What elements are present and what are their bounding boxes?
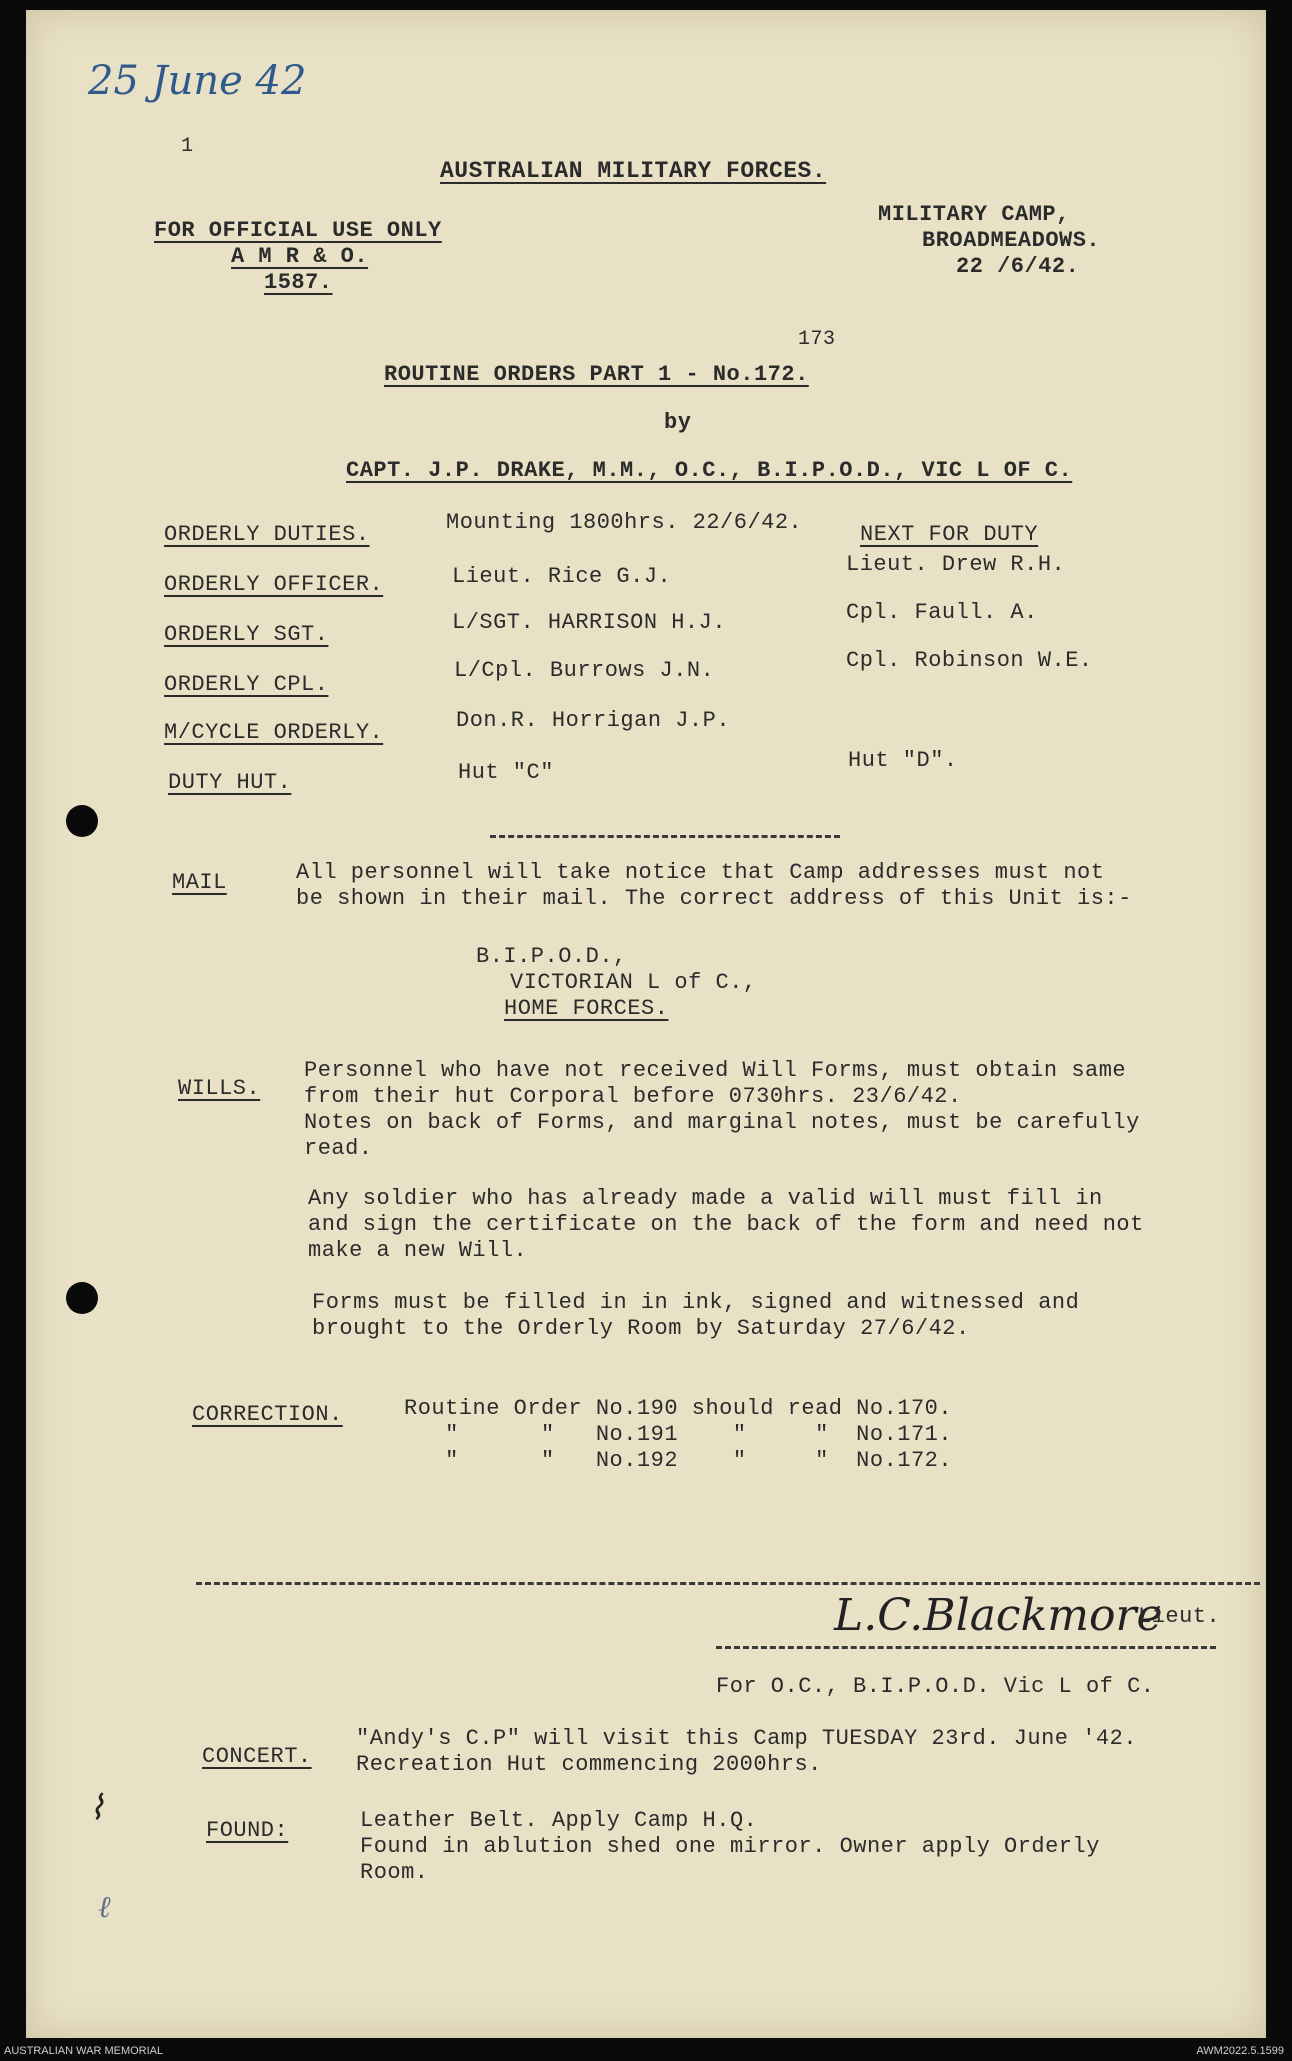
- concert-text: "Andy's C.P" will visit this Camp TUESDAY 23rd. June '42.: [356, 1726, 1138, 1751]
- duty-value: Mounting 1800hrs. 22/6/42.: [446, 510, 803, 535]
- wills-text: and sign the certificate on the back of the form and need not: [308, 1212, 1144, 1237]
- signature-rank: Lieut.: [1138, 1604, 1221, 1629]
- address-line: HOME FORCES.: [504, 996, 669, 1021]
- document-page: [26, 10, 1266, 2038]
- orders-officer: CAPT. J.P. DRAKE, M.M., O.C., B.I.P.O.D., VIC L OF C.: [346, 458, 1073, 483]
- punch-hole: [66, 805, 98, 837]
- handwritten-date-note: 25 June 42: [88, 58, 307, 104]
- order-number-correction: 173: [798, 328, 836, 351]
- camp-location: BROADMEADOWS.: [922, 228, 1101, 253]
- header-date: 22 /6/42.: [956, 254, 1080, 279]
- mail-line: be shown in their mail. The correct address of this Unit is:-: [296, 886, 1132, 911]
- correction-line: " " No.191 " " No.171.: [404, 1422, 953, 1447]
- handwritten-mark: 1: [181, 135, 194, 158]
- duty-value: L/Cpl. Burrows J.N.: [454, 658, 715, 683]
- found-text: Room.: [360, 1860, 429, 1885]
- correction-line: " " No.192 " " No.172.: [404, 1448, 953, 1473]
- wills-label: WILLS.: [178, 1076, 261, 1101]
- signature-line: [716, 1646, 1216, 1649]
- found-text: Leather Belt. Apply Camp H.Q.: [360, 1808, 758, 1833]
- concert-label: CONCERT.: [202, 1744, 312, 1769]
- handwritten-initials: ⌇: [88, 1788, 105, 1828]
- duty-value: Don.R. Horrigan J.P.: [456, 708, 731, 733]
- section-divider: [196, 1582, 1260, 1585]
- punch-hole: [66, 1282, 98, 1314]
- concert-text: Recreation Hut commencing 2000hrs.: [356, 1752, 822, 1777]
- correction-line: Routine Order No.190 should read No.170.: [404, 1396, 953, 1421]
- correction-label: CORRECTION.: [192, 1402, 343, 1427]
- reference-number: 1587.: [264, 270, 333, 295]
- duty-label: DUTY HUT.: [168, 770, 292, 795]
- mail-line: All personnel will take notice that Camp addresses must not: [296, 860, 1105, 885]
- orders-by: by: [664, 410, 692, 435]
- duty-value: Hut "C": [458, 760, 554, 785]
- orders-title: ROUTINE ORDERS PART 1 - No.172.: [384, 362, 809, 387]
- pencil-mark: ℓ: [98, 1890, 111, 1925]
- address-line: B.I.P.O.D.,: [476, 944, 627, 969]
- duty-value: L/SGT. HARRISON H.J.: [452, 610, 727, 635]
- official-use-line: FOR OFFICIAL USE ONLY: [154, 218, 442, 243]
- wills-text: brought to the Orderly Room by Saturday 27/6/42.: [312, 1316, 970, 1341]
- document-title: AUSTRALIAN MILITARY FORCES.: [440, 158, 827, 184]
- section-divider: [490, 835, 840, 838]
- wills-text: make a new Will.: [308, 1238, 528, 1263]
- footer-reference: AWM2022.5.1599: [1196, 2045, 1284, 2057]
- duty-label: ORDERLY CPL.: [164, 672, 329, 697]
- duty-next: Hut "D".: [848, 748, 958, 773]
- signature-for: For O.C., B.I.P.O.D. Vic L of C.: [716, 1674, 1155, 1699]
- mail-label: MAIL: [172, 870, 227, 895]
- wills-text: Forms must be filled in in ink, signed and witnessed and: [312, 1290, 1080, 1315]
- next-for-duty-header: NEXT FOR DUTY: [860, 522, 1039, 547]
- duty-next: Cpl. Robinson W.E.: [846, 648, 1093, 673]
- signature: L.C.Blackmore: [834, 1590, 1163, 1641]
- found-text: Found in ablution shed one mirror. Owner apply Orderly: [360, 1834, 1100, 1859]
- camp-name: MILITARY CAMP,: [878, 202, 1070, 227]
- duty-next: Lieut. Drew R.H.: [846, 552, 1066, 577]
- found-label: FOUND:: [206, 1818, 289, 1843]
- duty-label: ORDERLY DUTIES.: [164, 522, 370, 547]
- amro-line: A M R & O.: [231, 244, 369, 269]
- footer-credit: AUSTRALIAN WAR MEMORIAL: [4, 2045, 164, 2057]
- duty-value: Lieut. Rice G.J.: [452, 564, 672, 589]
- wills-text: Any soldier who has already made a valid will must fill in: [308, 1186, 1103, 1211]
- wills-text: Personnel who have not received Will Forms, must obtain same: [304, 1058, 1127, 1083]
- duty-label: ORDERLY SGT.: [164, 622, 329, 647]
- duty-next: Cpl. Faull. A.: [846, 600, 1038, 625]
- duty-label: ORDERLY OFFICER.: [164, 572, 384, 597]
- wills-text: from their hut Corporal before 0730hrs. 23/6/42.: [304, 1084, 962, 1109]
- address-line: VICTORIAN L of C.,: [510, 970, 757, 995]
- wills-text: read.: [304, 1136, 373, 1161]
- wills-text: Notes on back of Forms, and marginal notes, must be carefully: [304, 1110, 1140, 1135]
- duty-label: M/CYCLE ORDERLY.: [164, 720, 384, 745]
